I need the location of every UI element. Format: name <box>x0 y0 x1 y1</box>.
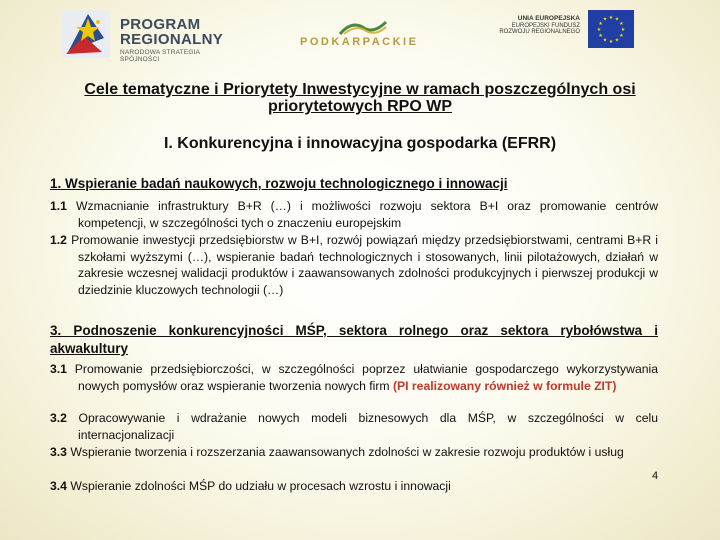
program-line2: REGIONALNY <box>120 31 224 48</box>
eu-star-icon: ★ <box>619 21 624 27</box>
item-number: 3.1 <box>50 362 67 376</box>
eu-line3: ROZWOJU REGIONALNEGO <box>499 29 580 36</box>
item-text: Opracowywanie i wdrażanie nowych modeli biznesowych dla MŚP, w szczególności w celu internacjonalizacji <box>78 411 659 442</box>
eu-star-icon: ★ <box>596 27 602 33</box>
program-line1: PROGRAM <box>120 16 201 33</box>
section-3-heading: 3. Podnoszenie konkurencyjności MŚP, sektora rolnego oraz sektora rybołówstwa i akwakultury <box>50 323 658 356</box>
eu-star-icon: ★ <box>608 39 614 45</box>
eu-star-icon: ★ <box>619 33 624 39</box>
page-number: 4 <box>652 470 659 482</box>
list-item <box>50 232 658 298</box>
axis-subtitle: I. Konkurencyjna i innowacyjna gospodarka (EFRR) <box>163 135 557 152</box>
section-1-heading: 1. Wspieranie badań naukowych, rozwoju technologicznego i innowacji <box>50 176 508 191</box>
page-title: Cele tematyczne i Priorytety Inwestycyjne w ramach poszczególnych osi priorytetowych RPO WP <box>84 81 636 115</box>
eu-star-icon: ★ <box>614 16 620 23</box>
list-item <box>50 361 658 394</box>
eu-star-icon: ★ <box>598 21 603 27</box>
item-text: Promowanie inwestycji przedsiębiorstw w B+I, rozwój powiązań między przedsiębiorstwami, centrami B+R i szkołami wyższymi (…), wspieranie badań technologicznych i stosowanych, linii pilotażowych, działań w zakresie wczesnej walidacji produktów i zaawansowanych zdolności produkcyjnych i pierwszej produkcji w dziedzinie kluczowych technologii (…) <box>71 233 659 297</box>
eu-star-icon: ★ <box>602 16 608 23</box>
item-number: 3.4 <box>50 479 67 493</box>
item-text: Wzmacnianie infrastruktury B+R (…) i możliwości rozwoju sektora B+I oraz promowanie centrów kompetencji, w szczególności tych o znaczeniu europejskim <box>75 199 658 230</box>
list-item <box>50 478 658 495</box>
list-item <box>50 198 658 231</box>
eu-flag-icon <box>588 10 634 48</box>
item-number: 3.3 <box>50 445 67 459</box>
item-number: 1.2 <box>50 233 67 247</box>
program-star-icon <box>58 8 114 62</box>
eu-fund-text <box>494 16 580 35</box>
eu-star-icon: ★ <box>598 33 603 39</box>
program-subtitle: NARODOWA STRATEGIA SPÓJNOŚCI <box>120 49 200 63</box>
program-regionalny-logo <box>58 8 238 63</box>
item-text: Wspieranie zdolności MŚP do udziału w procesach wzrostu i innowacji <box>70 479 451 493</box>
podkarpackie-logo-text: PODKARPACKIE <box>300 36 419 48</box>
podkarpackie-swoosh-icon <box>338 18 388 36</box>
eu-line2: EUROPEJSKI FUNDUSZ <box>511 22 580 29</box>
item-text: Promowanie przedsiębiorczości, w szczególności poprzez ułatwianie gospodarczego wykorzystywania nowych pomysłów oraz wspieranie tworzenia nowych firm <box>74 362 658 393</box>
eu-line1: UNIA EUROPEJSKA <box>517 15 580 22</box>
eu-star-icon: ★ <box>602 37 608 44</box>
list-item <box>50 444 658 461</box>
eu-star-icon: ★ <box>614 37 620 44</box>
list-item <box>50 410 658 443</box>
eu-star-icon: ★ <box>608 15 614 21</box>
eu-star-icon: ★ <box>620 27 626 33</box>
item-number: 3.2 <box>50 411 67 425</box>
item-text: Wspieranie tworzenia i rozszerzania zaawansowanych zdolności w zakresie rozwoju produktów i usług <box>70 445 624 459</box>
item-number: 1.1 <box>50 199 67 213</box>
zit-highlight: (PI realizowany również w formule ZIT) <box>392 378 617 393</box>
header-logos <box>0 0 720 72</box>
